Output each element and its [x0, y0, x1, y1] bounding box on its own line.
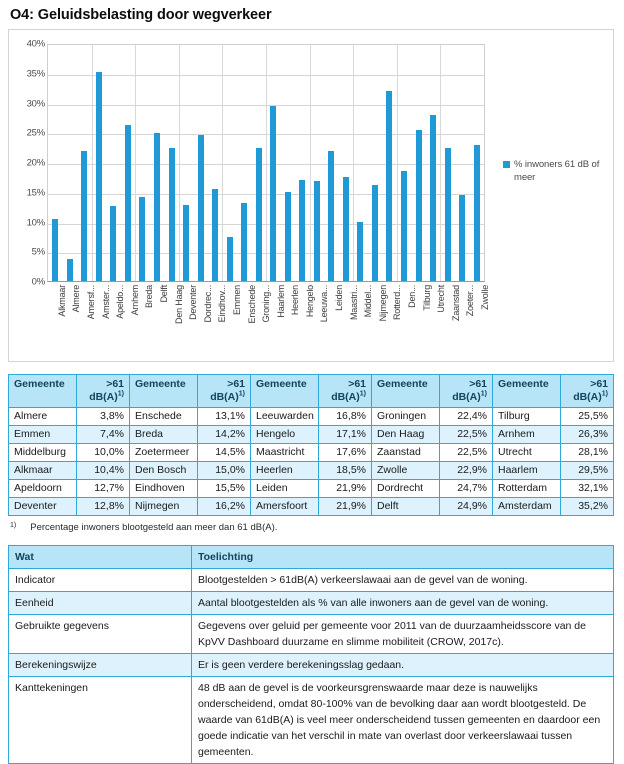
y-axis-tick: 5%: [31, 246, 45, 258]
table-cell-municipality: Breda: [130, 426, 198, 444]
x-axis-slot: [47, 284, 67, 346]
x-axis-slot: [441, 284, 461, 346]
chart-bar-slot: [266, 45, 281, 281]
info-header-toelichting: Toelichting: [192, 546, 614, 569]
x-axis-tick-label: Deventer: [188, 285, 199, 320]
x-axis-slot: [76, 284, 96, 346]
x-axis-tick-label: Groning...: [261, 285, 272, 323]
x-axis-tick-label: Tilburg: [421, 285, 432, 311]
table-cell-municipality: Zwolle: [372, 462, 440, 480]
table-cell-percentage: 16,8%: [319, 408, 372, 426]
chart-bar[interactable]: [430, 115, 436, 281]
chart-bar-slot: [150, 45, 165, 281]
chart-bar[interactable]: [154, 133, 160, 281]
x-axis-slot: [91, 284, 111, 346]
x-axis-slot: [105, 284, 126, 346]
table-cell-percentage: 21,9%: [319, 498, 372, 516]
chart-bar-slot: [382, 45, 397, 281]
x-axis-tick-label: Leeuwa...: [319, 285, 330, 323]
indicator-info-table: [8, 545, 614, 764]
chart-bar-slot: [92, 45, 107, 281]
table-cell-percentage: 29,5%: [561, 462, 614, 480]
y-axis-tick: 35%: [26, 68, 45, 80]
table-cell-municipality: Groningen: [372, 408, 440, 426]
x-axis-tick-label: Arnhem: [129, 285, 140, 316]
table-cell-municipality: Den Haag: [372, 426, 440, 444]
data-table-header-value: >61 $dB(A)^{1)}$: [77, 375, 130, 408]
legend-label: % inwoners 61 dB of meer: [514, 159, 600, 183]
table-cell-municipality: Leiden: [251, 480, 319, 498]
table-cell-percentage: 35,2%: [561, 498, 614, 516]
table-cell-municipality: Emmen: [9, 426, 77, 444]
table-cell-municipality: Amersfoort: [251, 498, 319, 516]
y-axis-tick: 15%: [26, 187, 45, 199]
x-axis-tick-label: Rotterd...: [392, 285, 403, 321]
table-cell-percentage: 32,1%: [561, 480, 614, 498]
chart-bar[interactable]: [198, 135, 204, 281]
data-table-header-gemeente: Gemeente: [130, 375, 198, 408]
table-cell-percentage: 22,9%: [440, 462, 493, 480]
table-cell-municipality: Zoetermeer: [130, 444, 198, 462]
x-axis-slot: [412, 284, 432, 346]
table-cell-percentage: 17,6%: [319, 444, 372, 462]
chart-bar[interactable]: [125, 125, 131, 281]
x-axis-tick-label: Maastri...: [348, 285, 359, 321]
chart-bar[interactable]: [314, 181, 320, 281]
chart-bar[interactable]: [299, 180, 305, 281]
chart-bar-slot: [121, 45, 136, 281]
table-cell-municipality: Apeldoorn: [9, 480, 77, 498]
table-cell-percentage: 13,1%: [198, 408, 251, 426]
table-cell-municipality: Leeuwarden: [251, 408, 319, 426]
legend-item: [503, 158, 611, 184]
table-cell-percentage: 12,7%: [77, 480, 130, 498]
info-cell-what: Berekeningswijze: [9, 654, 192, 677]
info-cell-explanation: Er is geen verdere berekeningsslag gedaan.: [192, 654, 614, 677]
table-cell-percentage: 3,8%: [77, 408, 130, 426]
table-cell-municipality: Heerlen: [251, 462, 319, 480]
table-row: [9, 444, 614, 462]
chart-inner: [9, 30, 613, 361]
info-cell-explanation: 48 dB aan de gevel is de voorkeursgrenswaarde maar deze is nauwelijks onderscheidend, omdat 80-100% van de bevolking daar aan wordt blootgesteld. De waarde van 61dB(A) is veel meer onderscheidend tussen gemeenten en daardoor een goede indicatie van het verschil in mate van overlast door verkeerslawaai tussen gemeenten.: [192, 677, 614, 764]
table-cell-municipality: Arnhem: [493, 426, 561, 444]
chart-bar-slot: [339, 45, 354, 281]
chart-bar-slot: [77, 45, 92, 281]
y-axis-tick: 40%: [26, 38, 45, 50]
chart-bar[interactable]: [386, 91, 392, 281]
x-axis-slot: [251, 284, 272, 346]
chart-bar-slot: [295, 45, 310, 281]
x-axis-tick-label: Alkmaar: [56, 285, 67, 317]
chart-bar-slot: [368, 45, 383, 281]
table-cell-percentage: 14,2%: [198, 426, 251, 444]
table-cell-percentage: 21,9%: [319, 480, 372, 498]
table-cell-percentage: 15,0%: [198, 462, 251, 480]
table-cell-municipality: Zaanstad: [372, 444, 440, 462]
table-cell-municipality: Maastricht: [251, 444, 319, 462]
x-axis-tick-label: Amersf...: [85, 285, 96, 320]
chart-bar-slot: [251, 45, 266, 281]
x-axis-tick-label: Amster...: [100, 285, 111, 319]
table-cell-percentage: 14,5%: [198, 444, 251, 462]
table-cell-municipality: Nijmegen: [130, 498, 198, 516]
y-axis-tick: 0%: [31, 276, 45, 288]
x-axis-tick-label: Enschede: [246, 285, 257, 324]
chart-bar[interactable]: [67, 259, 73, 282]
data-table-body: [9, 408, 614, 516]
chart-bar[interactable]: [459, 195, 465, 281]
table-row: [9, 462, 614, 480]
data-table-header-row: [9, 375, 614, 408]
info-table-row: [9, 677, 614, 764]
x-axis-slot: [426, 284, 447, 346]
x-axis-tick-label: Den...: [407, 285, 418, 308]
x-axis-slot: [397, 284, 418, 346]
info-table-row: [9, 654, 614, 677]
table-cell-municipality: Dordrecht: [372, 480, 440, 498]
x-axis-slot: [178, 284, 199, 346]
info-cell-what: Gebruikte gegevens: [9, 615, 192, 654]
data-table-header-value: >61 $dB(A)^{1)}$: [440, 375, 493, 408]
x-axis-tick-label: Den Haag: [173, 285, 184, 324]
table-row: [9, 426, 614, 444]
table-row: [9, 480, 614, 498]
x-axis-slot: [237, 284, 257, 346]
chart-bars: [48, 45, 484, 281]
chart-bar[interactable]: [212, 189, 218, 281]
x-axis-tick-label: Heerlen: [290, 285, 301, 316]
chart-bar[interactable]: [96, 72, 102, 281]
y-axis-tick: 20%: [26, 157, 45, 169]
data-table-header-gemeente: Gemeente: [493, 375, 561, 408]
chart-bar[interactable]: [357, 222, 363, 281]
x-axis-tick-label: Haarlem: [275, 285, 286, 318]
x-axis-slot: [120, 284, 140, 346]
chart-bar-slot: [324, 45, 339, 281]
table-cell-municipality: Haarlem: [493, 462, 561, 480]
chart-bar-slot: [310, 45, 325, 281]
table-cell-percentage: 22,5%: [440, 426, 493, 444]
info-table-row: [9, 615, 614, 654]
table-cell-municipality: Utrecht: [493, 444, 561, 462]
x-axis-tick-label: Zwolle: [480, 285, 491, 310]
x-axis-slot: [164, 284, 184, 346]
chart-bar-slot: [469, 45, 484, 281]
chart-bar[interactable]: [328, 151, 334, 281]
info-cell-what: Kanttekeningen: [9, 677, 192, 764]
footnote-text: Percentage inwoners blootgesteld aan meer dan 61 dB(A).: [30, 522, 278, 533]
x-axis-slot: [193, 284, 213, 346]
chart-bar-slot: [411, 45, 426, 281]
data-table-header-value: >61 $dB(A)^{1)}$: [561, 375, 614, 408]
chart-bar[interactable]: [401, 171, 407, 281]
x-axis-tick-label: Eindhov...: [217, 285, 228, 323]
chart-bar-slot: [63, 45, 78, 281]
info-cell-explanation: Blootgestelden > 61dB(A) verkeerslawaai aan de gevel van de woning.: [192, 569, 614, 592]
chart-bar-slot: [426, 45, 441, 281]
info-table-row: [9, 592, 614, 615]
table-row: [9, 498, 614, 516]
footnote: [10, 522, 616, 533]
data-table-header-gemeente: Gemeente: [372, 375, 440, 408]
data-table-header-value: >61 $dB(A)^{1)}$: [319, 375, 372, 408]
info-cell-explanation: Gegevens over geluid per gemeente voor 2011 van de duurzaamheidsscore van de KpVV Dashboard duurzame en slimme mobiliteit (CROW, 2017c).: [192, 615, 614, 654]
chart-bar-slot: [179, 45, 194, 281]
x-axis-slot: [295, 284, 315, 346]
chart-bar[interactable]: [416, 130, 422, 281]
x-axis-tick-label: Apeldo...: [115, 285, 126, 319]
data-table-header-gemeente: Gemeente: [251, 375, 319, 408]
x-axis-tick-label: Middel...: [363, 285, 374, 318]
chart-bar-slot: [281, 45, 296, 281]
page-root: [0, 7, 624, 758]
chart-bar[interactable]: [474, 145, 480, 281]
x-axis-slot: [208, 284, 228, 346]
chart-bar[interactable]: [52, 219, 58, 281]
x-axis-slot: [456, 284, 476, 346]
y-axis-tick: 30%: [26, 98, 45, 109]
data-table-header-value: >61 $dB(A)^{1)}$: [198, 375, 251, 408]
x-axis-tick-label: Emmen: [231, 285, 242, 316]
table-cell-percentage: 7,4%: [77, 426, 130, 444]
chart-bar-slot: [193, 45, 208, 281]
x-axis-slot: [310, 284, 330, 346]
table-cell-municipality: Delft: [372, 498, 440, 516]
table-cell-percentage: 24,7%: [440, 480, 493, 498]
table-cell-municipality: Amsterdam: [493, 498, 561, 516]
page-title: O4: Geluidsbelasting door wegverkeer: [10, 7, 272, 23]
table-cell-municipality: Middelburg: [9, 444, 77, 462]
chart-bar-slot: [208, 45, 223, 281]
info-table-row: [9, 569, 614, 592]
info-table-head: [9, 546, 614, 569]
table-cell-percentage: 22,5%: [440, 444, 493, 462]
x-axis-tick-label: Zoeter...: [465, 285, 476, 317]
chart-bar[interactable]: [270, 106, 276, 281]
x-axis-slot: [266, 284, 286, 346]
table-cell-municipality: Deventer: [9, 498, 77, 516]
table-cell-percentage: 22,4%: [440, 408, 493, 426]
chart-bar[interactable]: [445, 148, 451, 281]
x-axis-tick-label: Dordrec...: [202, 285, 213, 323]
table-cell-municipality: Rotterdam: [493, 480, 561, 498]
chart-bar[interactable]: [241, 203, 247, 281]
x-axis-tick-label: Delft: [158, 285, 169, 303]
y-axis-tick: 25%: [26, 127, 45, 139]
table-cell-percentage: 18,5%: [319, 462, 372, 480]
municipality-data-table: [8, 374, 614, 516]
chart-bar[interactable]: [81, 151, 87, 281]
chart-bar-slot: [135, 45, 150, 281]
chart-bar[interactable]: [285, 192, 291, 281]
x-axis-slot: [339, 284, 359, 346]
chart-x-axis: [47, 284, 491, 346]
info-cell-explanation: Aantal blootgestelden als % van alle inwoners aan de gevel van de woning.: [192, 592, 614, 615]
chart-panel: [8, 29, 614, 362]
x-axis-tick-label: Leiden: [334, 285, 345, 311]
x-axis-slot: [383, 284, 403, 346]
chart-bar[interactable]: [139, 197, 145, 281]
table-cell-percentage: 17,1%: [319, 426, 372, 444]
x-axis-slot: [62, 284, 82, 346]
x-axis-tick-label: Nijmegen: [377, 285, 388, 322]
table-cell-percentage: 25,5%: [561, 408, 614, 426]
table-cell-percentage: 26,3%: [561, 426, 614, 444]
x-axis-tick-label: Utrecht: [436, 285, 447, 313]
info-header-wat: Wat: [9, 546, 192, 569]
table-row: [9, 408, 614, 426]
y-axis-tick: 10%: [26, 217, 45, 228]
x-axis-slot: [149, 284, 169, 346]
x-axis-slot: [324, 284, 345, 346]
chart-bar[interactable]: [256, 148, 262, 281]
chart-bar[interactable]: [227, 237, 233, 281]
info-table-body: [9, 569, 614, 764]
chart-plot-area: [47, 44, 485, 282]
x-axis-slot: [135, 284, 155, 346]
table-cell-percentage: 10,0%: [77, 444, 130, 462]
chart-bar[interactable]: [110, 206, 116, 281]
table-cell-municipality: Den Bosch: [130, 462, 198, 480]
info-table-header-row: [9, 546, 614, 569]
table-cell-percentage: 15,5%: [198, 480, 251, 498]
table-cell-percentage: 28,1%: [561, 444, 614, 462]
x-axis-tick-label: Almere: [71, 285, 82, 313]
x-axis-slot: [368, 284, 388, 346]
chart-bar-slot: [237, 45, 252, 281]
x-axis-slot: [281, 284, 301, 346]
table-cell-percentage: 24,9%: [440, 498, 493, 516]
chart-bar[interactable]: [343, 177, 349, 281]
data-table-head: [9, 375, 614, 408]
chart-bar[interactable]: [183, 205, 189, 281]
table-cell-percentage: 10,4%: [77, 462, 130, 480]
table-cell-percentage: 16,2%: [198, 498, 251, 516]
table-cell-municipality: Alkmaar: [9, 462, 77, 480]
info-cell-what: Eenheid: [9, 592, 192, 615]
data-table-header-gemeente: Gemeente: [9, 375, 77, 408]
chart-bar-slot: [222, 45, 237, 281]
chart-y-axis: [11, 38, 45, 288]
chart-bar-slot: [440, 45, 455, 281]
table-cell-municipality: Almere: [9, 408, 77, 426]
table-cell-municipality: Hengelo: [251, 426, 319, 444]
table-cell-municipality: Tilburg: [493, 408, 561, 426]
table-cell-percentage: 12,8%: [77, 498, 130, 516]
chart-legend: [503, 158, 611, 184]
chart-bar-slot: [397, 45, 412, 281]
chart-bar-slot: [48, 45, 63, 281]
info-cell-what: Indicator: [9, 569, 192, 592]
chart-bar-slot: [353, 45, 368, 281]
chart-bar[interactable]: [169, 148, 175, 281]
x-axis-tick-label: Hengelo: [304, 285, 315, 318]
table-cell-municipality: Enschede: [130, 408, 198, 426]
chart-bar-slot: [106, 45, 121, 281]
x-axis-slot: [470, 284, 491, 346]
chart-bar[interactable]: [372, 185, 378, 281]
x-axis-tick-label: Breda: [144, 285, 155, 309]
chart-bar-slot: [455, 45, 470, 281]
x-axis-tick-label: Zaanstad: [450, 285, 461, 321]
legend-swatch-icon: [503, 161, 510, 168]
chart-bar-slot: [164, 45, 179, 281]
footnote-marker: 1): [10, 522, 17, 529]
x-axis-slot: [353, 284, 374, 346]
x-axis-slot: [222, 284, 242, 346]
table-cell-municipality: Eindhoven: [130, 480, 198, 498]
